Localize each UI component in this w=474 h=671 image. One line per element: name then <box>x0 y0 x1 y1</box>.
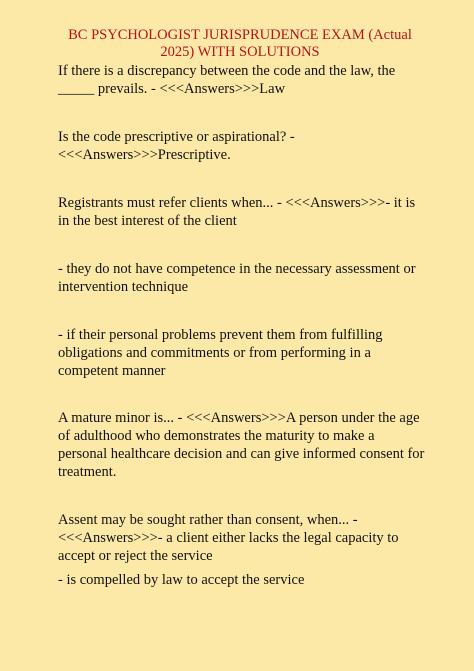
paragraph-2: Is the code prescriptive or aspirational? - <<<Answers>>>Prescriptive. <box>58 129 295 163</box>
paragraph-6: A mature minor is... - <<<Answers>>>A person under the age of adulthood who demonstrates the maturity to make a personal healthcare decision and can give informed consent for treatment. <box>58 410 425 480</box>
paragraph-7: Assent may be sought rather than consent, when... - <<<Answers>>>- a client either lacks the legal capacity to accept or reject the service <box>58 512 399 564</box>
document-title <box>40 27 440 61</box>
paragraph-5: - if their personal problems prevent them from fulfilling obligations and commitments or from performing in a competent manner <box>58 327 383 379</box>
paragraph-1: If there is a discrepancy between the code and the law, the _____ prevails. - <<<Answers>>>Law <box>58 63 396 97</box>
title-line-2: 2025) WITH SOLUTIONS <box>160 44 320 60</box>
paragraph-3: Registrants must refer clients when... - <<<Answers>>>- it is in the best interest of the client <box>58 195 416 229</box>
paragraph-4: - they do not have competence in the necessary assessment or intervention technique <box>58 261 416 295</box>
title-line-1: BC PSYCHOLOGIST JURISPRUDENCE EXAM (Actual <box>68 27 412 43</box>
paragraph-8: - is compelled by law to accept the service <box>58 572 305 588</box>
